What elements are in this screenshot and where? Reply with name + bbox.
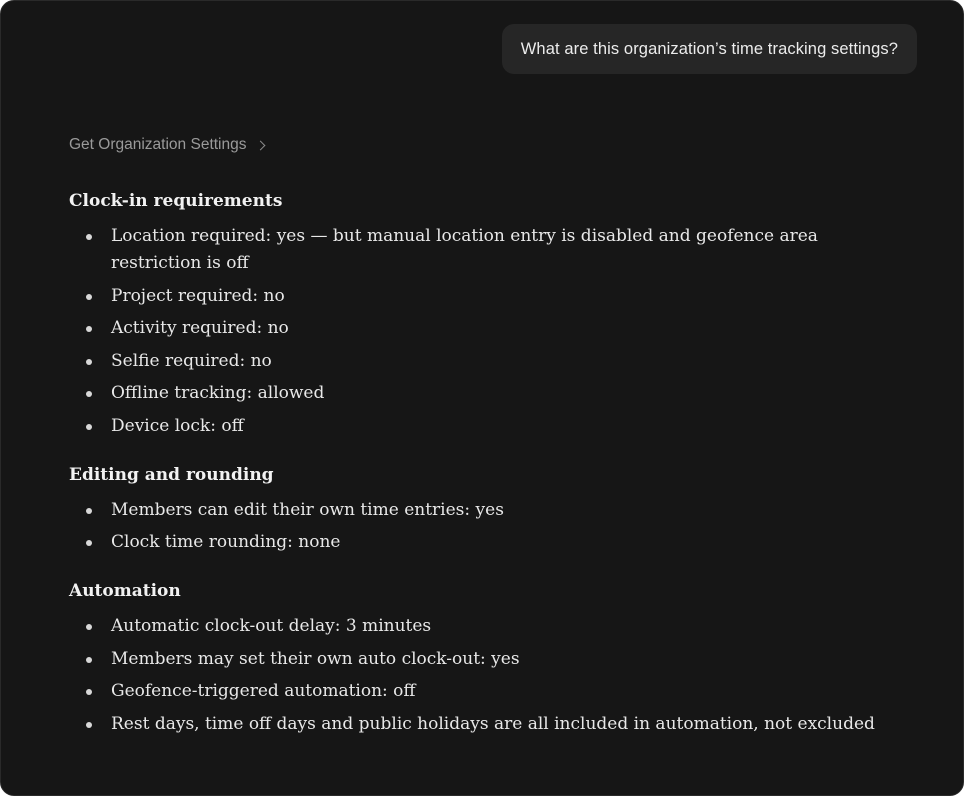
list-item-text: Members can edit their own time entries: yes <box>111 499 504 520</box>
list-item <box>69 348 889 375</box>
section-clock-in-requirements <box>69 185 889 440</box>
bullet-list <box>69 497 889 557</box>
list-item <box>69 711 889 738</box>
bullet-icon <box>86 294 92 300</box>
bullet-icon <box>86 234 92 240</box>
list-item-text: Selfie required: no <box>111 350 272 371</box>
user-message-bubble <box>502 24 917 74</box>
section-automation <box>69 575 889 738</box>
list-item-text: Offline tracking: allowed <box>111 383 325 403</box>
list-item <box>69 283 889 310</box>
tool-call-toggle[interactable] <box>69 136 264 154</box>
list-item-text: Activity required: no <box>111 318 289 338</box>
section-title: Editing and rounding <box>69 464 274 485</box>
list-item-text: Clock time rounding: none <box>111 532 341 552</box>
bullet-icon <box>86 540 92 546</box>
user-message-text: What are this organization’s time tracking settings? <box>520 39 898 58</box>
tool-call-label: Get Organization Settings <box>69 136 247 153</box>
section-title: Automation <box>69 581 181 601</box>
bullet-icon <box>86 508 92 514</box>
list-item-text: Geofence-triggered automation: off <box>111 681 416 701</box>
bullet-icon <box>86 722 92 728</box>
bullet-icon <box>86 359 92 365</box>
bullet-icon <box>86 424 92 430</box>
list-item-text: Rest days, time off days and public holidays are all included in automation, not excluded <box>111 713 875 734</box>
list-item <box>69 529 889 556</box>
list-item <box>69 413 889 440</box>
list-item <box>69 223 889 277</box>
bullet-list <box>69 613 889 738</box>
bullet-icon <box>86 391 92 397</box>
list-item-text: Location required: yes — but manual location entry is disabled and geofence area restriction is off <box>111 226 818 273</box>
list-item <box>69 646 889 673</box>
bullet-icon <box>86 689 92 695</box>
list-item-text: Device lock: off <box>111 415 244 436</box>
assistant-response <box>69 185 889 743</box>
list-item-text: Automatic clock-out delay: 3 minutes <box>111 616 432 636</box>
list-item <box>69 613 889 640</box>
bullet-icon <box>86 624 92 630</box>
list-item <box>69 497 889 524</box>
list-item-text: Project required: no <box>111 285 285 306</box>
bullet-icon <box>86 326 92 332</box>
list-item-text: Members may set their own auto clock-out: yes <box>111 648 520 669</box>
bullet-icon <box>86 657 92 663</box>
section-editing-and-rounding <box>69 459 889 557</box>
chevron-right-icon <box>255 141 265 151</box>
section-title: Clock-in requirements <box>69 191 283 211</box>
bullet-list <box>69 223 889 440</box>
list-item <box>69 315 889 342</box>
list-item <box>69 380 889 407</box>
list-item <box>69 678 889 705</box>
